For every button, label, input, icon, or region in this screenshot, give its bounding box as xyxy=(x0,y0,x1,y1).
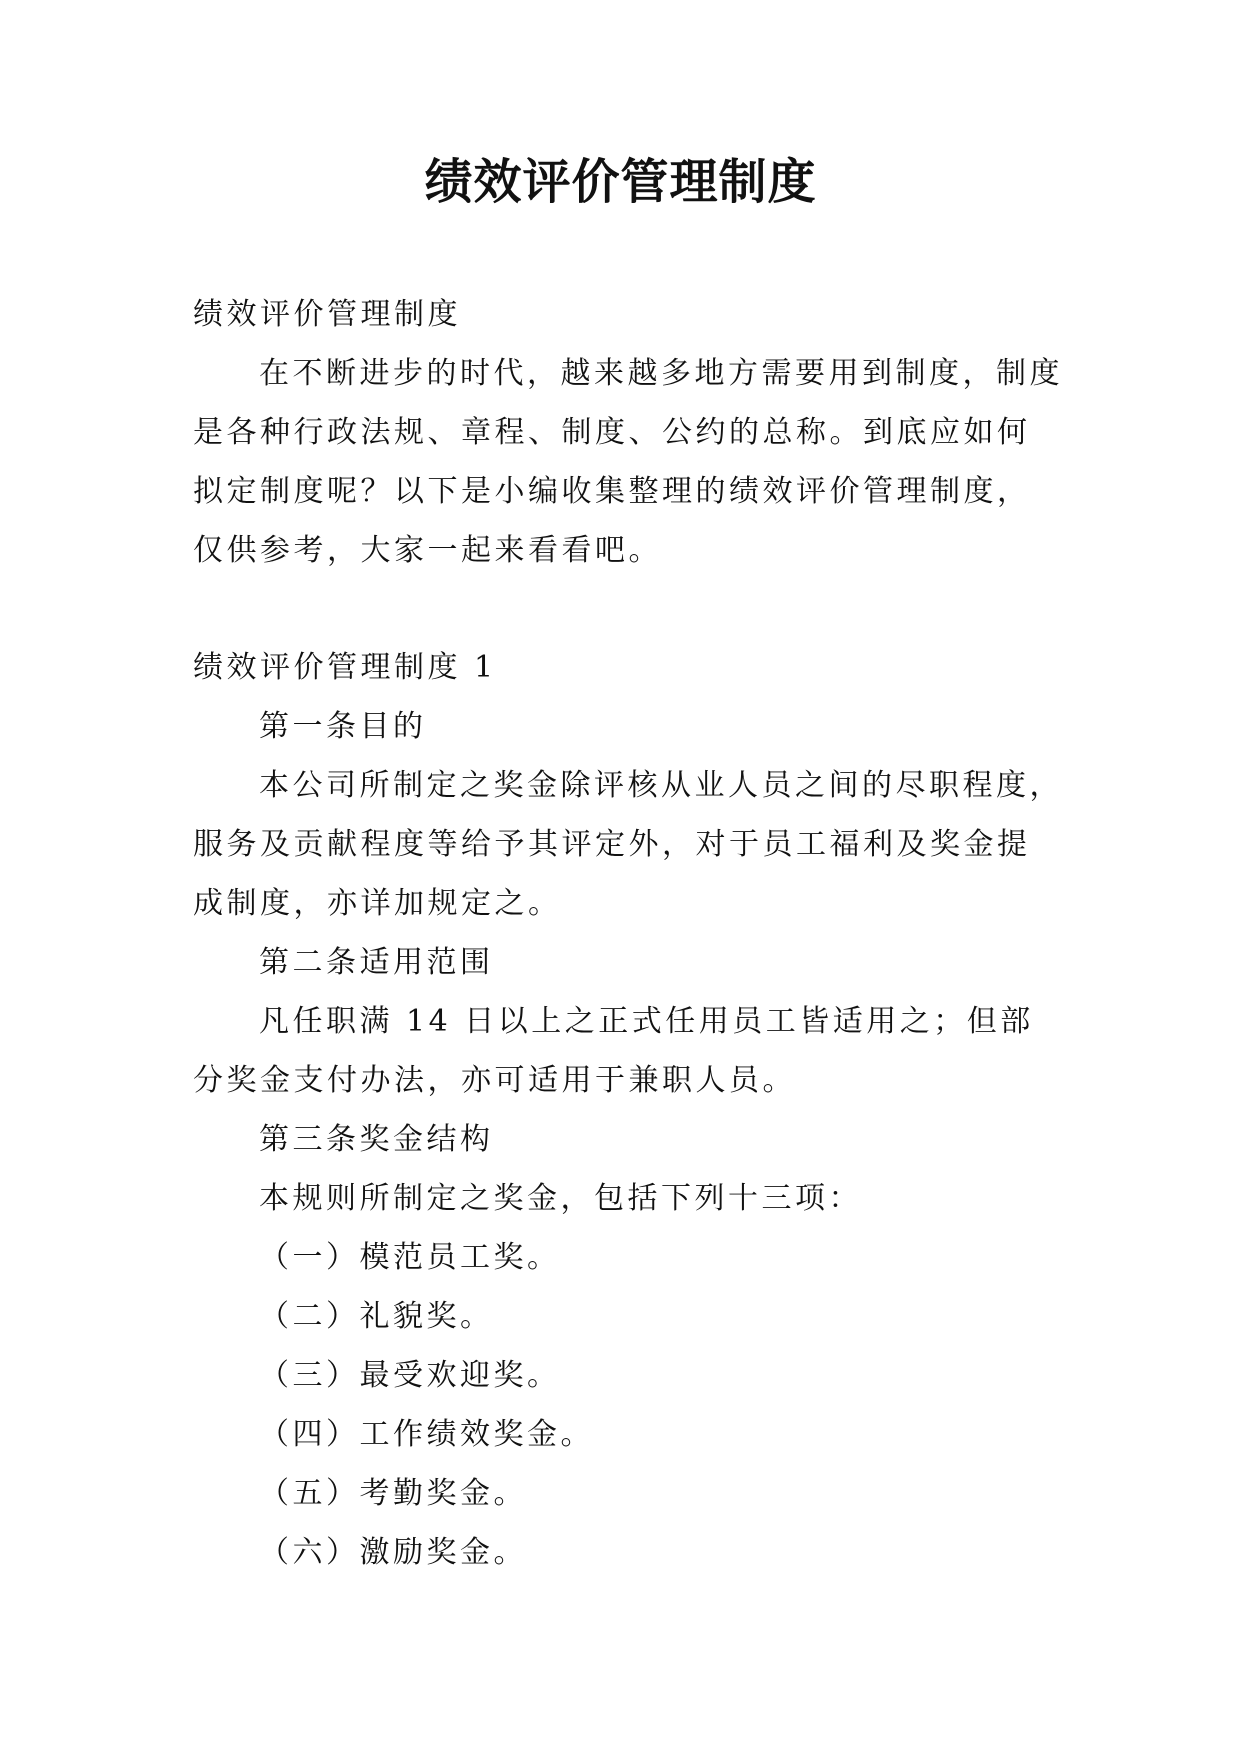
bonus-item: （四）工作绩效奖金。 xyxy=(259,1417,594,1452)
article-3-title: 第三条奖金结构 xyxy=(259,1122,494,1157)
section-spacer xyxy=(193,580,1063,638)
document-title: 绩效评价管理制度 xyxy=(424,154,817,210)
article-3-text: 本规则所制定之奖金，包括下列十三项： xyxy=(259,1181,862,1216)
bonus-item: （二）礼貌奖。 xyxy=(259,1299,494,1334)
bonus-item: （六）激励奖金。 xyxy=(259,1535,527,1570)
intro-paragraph: 在不断进步的时代，越来越多地方需要用到制度，制度是各种行政法规、章程、制度、公约的总称。到底应如何拟定制度呢？以下是小编收集整理的绩效评价管理制度，仅供参考，大家一起来看看吧。 xyxy=(193,356,1063,568)
article-2-text: 凡任职满 14 日以上之正式任用员工皆适用之；但部分奖金支付办法，亦可适用于兼职人员。 xyxy=(193,1004,1034,1098)
section-heading: 绩效评价管理制度 1 xyxy=(193,650,497,685)
bonus-item: （五）考勤奖金。 xyxy=(259,1476,527,1511)
bonus-item: （一）模范员工奖。 xyxy=(259,1240,561,1275)
document-body xyxy=(193,285,1063,1582)
article-1-text: 本公司所制定之奖金除评核从业人员之间的尽职程度，服务及贡献程度等给予其评定外，对于员工福利及奖金提成制度，亦详加规定之。 xyxy=(193,768,1063,921)
article-2-title: 第二条适用范围 xyxy=(259,945,494,980)
bonus-item: （三）最受欢迎奖。 xyxy=(259,1358,561,1393)
article-1-title: 第一条目的 xyxy=(259,709,427,744)
intro-heading: 绩效评价管理制度 xyxy=(193,297,461,332)
